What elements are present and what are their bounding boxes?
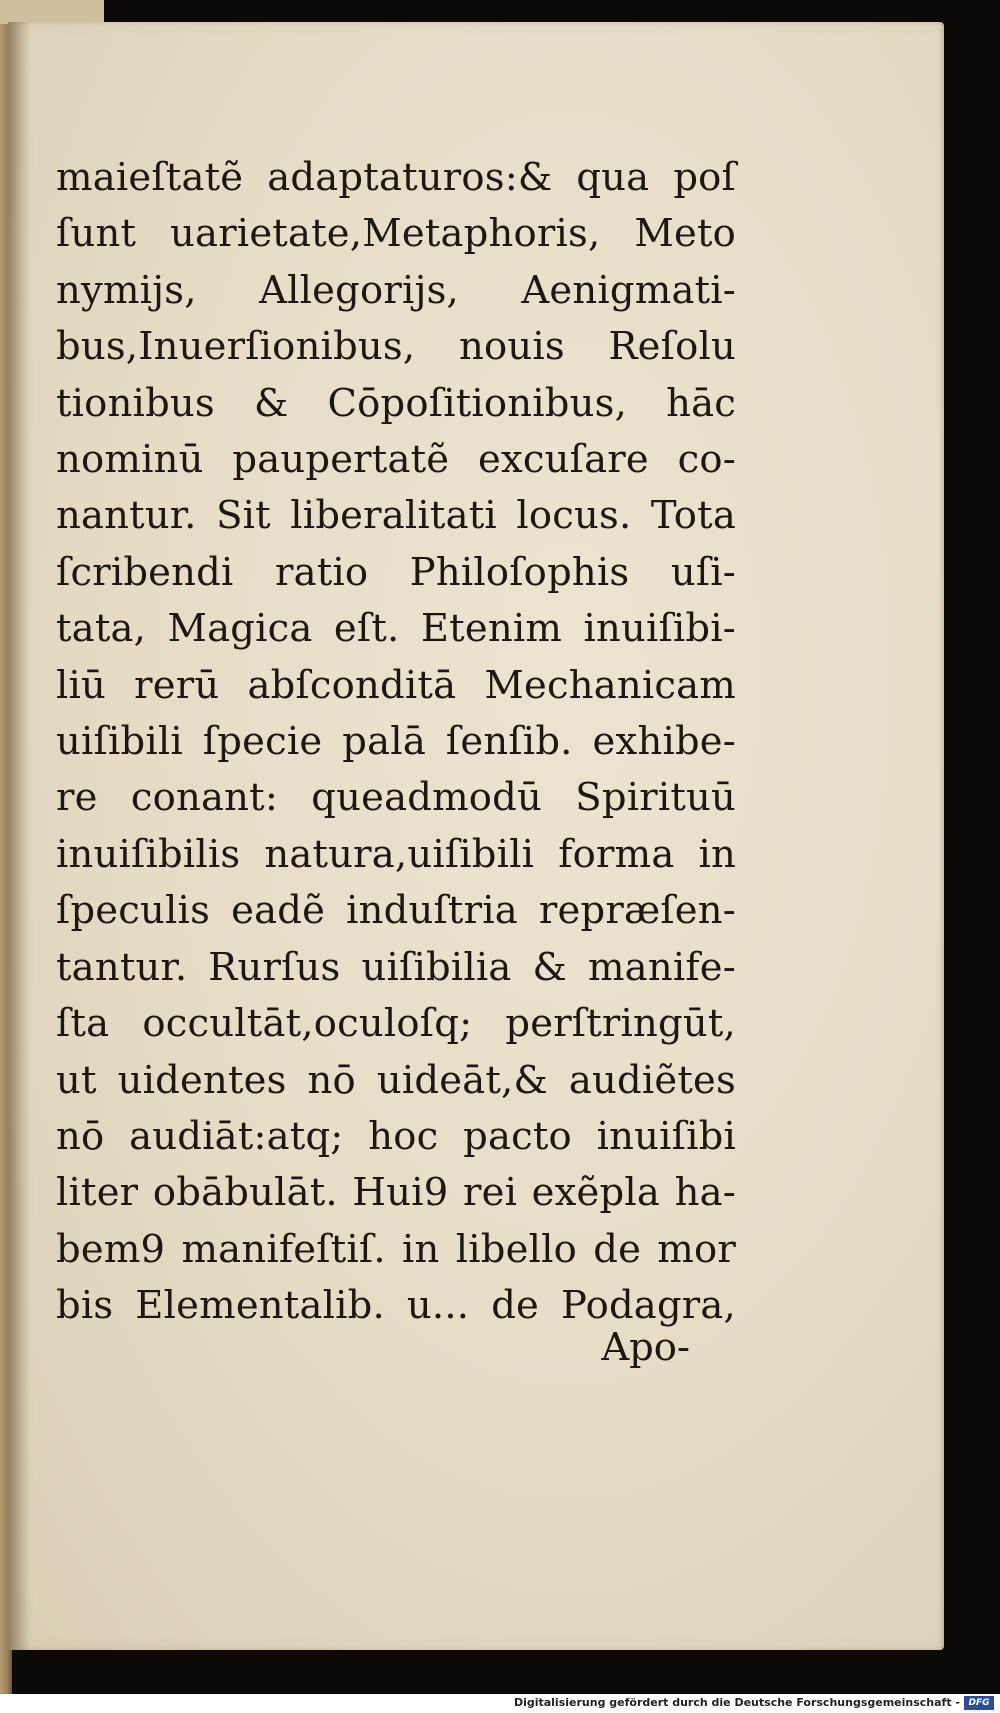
catchword: Apo- xyxy=(601,1325,690,1370)
text-line-4: bus,Inuerſionibus, nouis Reſolu xyxy=(56,324,736,370)
text-line-7: nantur. Sit liberalitati locus. Tota xyxy=(56,493,736,539)
text-line-12: re conant: queadmodū Spirituū xyxy=(56,775,736,821)
book-page xyxy=(8,22,944,1650)
text-line-18: nō audiāt:atq; hoc pacto inuiſibi xyxy=(56,1113,736,1159)
text-line-17: ut uidentes nō uideāt,& audiẽtes xyxy=(56,1057,736,1103)
text-line-19: liter obābulāt. Hui9 rei exẽpla ha- xyxy=(56,1170,736,1216)
funding-credit: Digitalisierung gefördert durch die Deutsche Forschungsgemeinschaft - xyxy=(513,1696,960,1709)
text-line-11: uiſibili ſpecie palā ſenſib. exhibe- xyxy=(56,719,736,765)
text-line-2: ſunt uarietate,Metaphoris, Meto xyxy=(56,211,736,257)
digitization-footer xyxy=(0,1694,1000,1713)
text-line-20: bem9 manifeſtiſ. in libello de mor xyxy=(56,1226,736,1272)
text-line-10: liū rerū abſconditā Mechanicam xyxy=(56,662,736,708)
text-line-14: ſpeculis eadẽ induſtria repræſen- xyxy=(56,888,736,934)
body-text xyxy=(56,150,736,1335)
text-line-8: ſcribendi ratio Philoſophis uſi- xyxy=(56,549,736,595)
text-line-21: bis Elementalib. u... de Podagra, xyxy=(56,1283,736,1329)
text-line-3: nymijs, Allegorijs, Aenigmati- xyxy=(56,267,736,313)
text-line-1: maieſtatẽ adaptaturos:& qua poſ xyxy=(56,155,736,200)
text-line-16: ſta occultāt,oculoſq; perſtringūt, xyxy=(56,1001,736,1047)
text-line-5: tionibus & Cōpoſitionibus, hāc xyxy=(56,380,736,426)
text-line-9: tata, Magica eſt. Etenim inuiſibi- xyxy=(56,606,736,652)
dfg-logo: DFG xyxy=(964,1696,994,1710)
text-line-15: tantur. Rurſus uiſibilia & manife- xyxy=(56,944,736,990)
binding-corner xyxy=(0,0,104,24)
text-line-6: nominū paupertatẽ excuſare co- xyxy=(56,437,736,483)
text-line-13: inuiſibilis natura,uiſibili forma in xyxy=(56,831,736,877)
